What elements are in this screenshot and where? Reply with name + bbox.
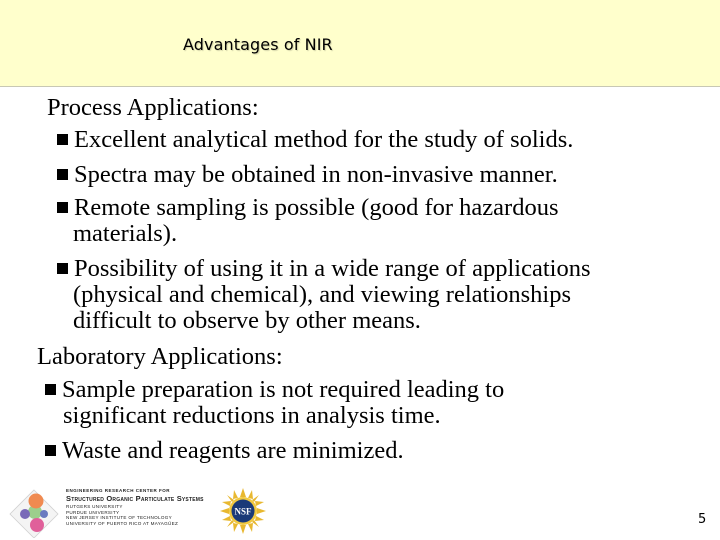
bullet-continuation: significant reductions in analysis time.	[63, 402, 441, 429]
c-sops-logo-text: ENGINEERING RESEARCH CENTER FOR Structured Organic Particulate Systems RUTGERS UNIVERSITY PURDUE UNIVERSITY NEW JERSEY INSTITUTE OF TECHNOLOGY UNIVERSITY OF PUERTO RICO AT MAYAGÜEZ	[66, 488, 204, 526]
bullet-item: Spectra may be obtained in non-invasive manner.	[57, 162, 558, 188]
bullet-continuation: (physical and chemical), and viewing relationships	[73, 281, 572, 308]
c-sops-molecule-logo-icon	[8, 488, 64, 538]
nsf-logo-icon	[219, 487, 267, 535]
square-bullet-icon	[57, 263, 68, 274]
slide-title: Advantages of NIR	[183, 35, 333, 54]
square-bullet-icon	[57, 169, 68, 180]
slide-header	[0, 0, 720, 87]
bullet-item: Waste and reagents are minimized.	[45, 438, 404, 464]
section-heading-process: Process Applications:	[47, 94, 259, 121]
square-bullet-icon	[57, 202, 68, 213]
svg-text:NSF: NSF	[234, 506, 252, 517]
bullet-item: Possibility of using it in a wide range of applications	[57, 256, 590, 282]
bullet-item: Excellent analytical method for the study of solids.	[57, 127, 573, 153]
c-sops-logo	[8, 488, 218, 538]
nsf-logo	[219, 487, 267, 535]
square-bullet-icon	[45, 384, 56, 395]
section-heading-laboratory: Laboratory Applications:	[37, 343, 283, 370]
bullet-item: Sample preparation is not required leading to	[45, 377, 504, 403]
square-bullet-icon	[45, 445, 56, 456]
square-bullet-icon	[57, 134, 68, 145]
bullet-item: Remote sampling is possible (good for hazardous	[57, 195, 558, 221]
page-number: 5	[698, 512, 707, 527]
bullet-continuation: difficult to observe by other means.	[73, 307, 421, 334]
bullet-continuation: materials).	[73, 220, 178, 247]
